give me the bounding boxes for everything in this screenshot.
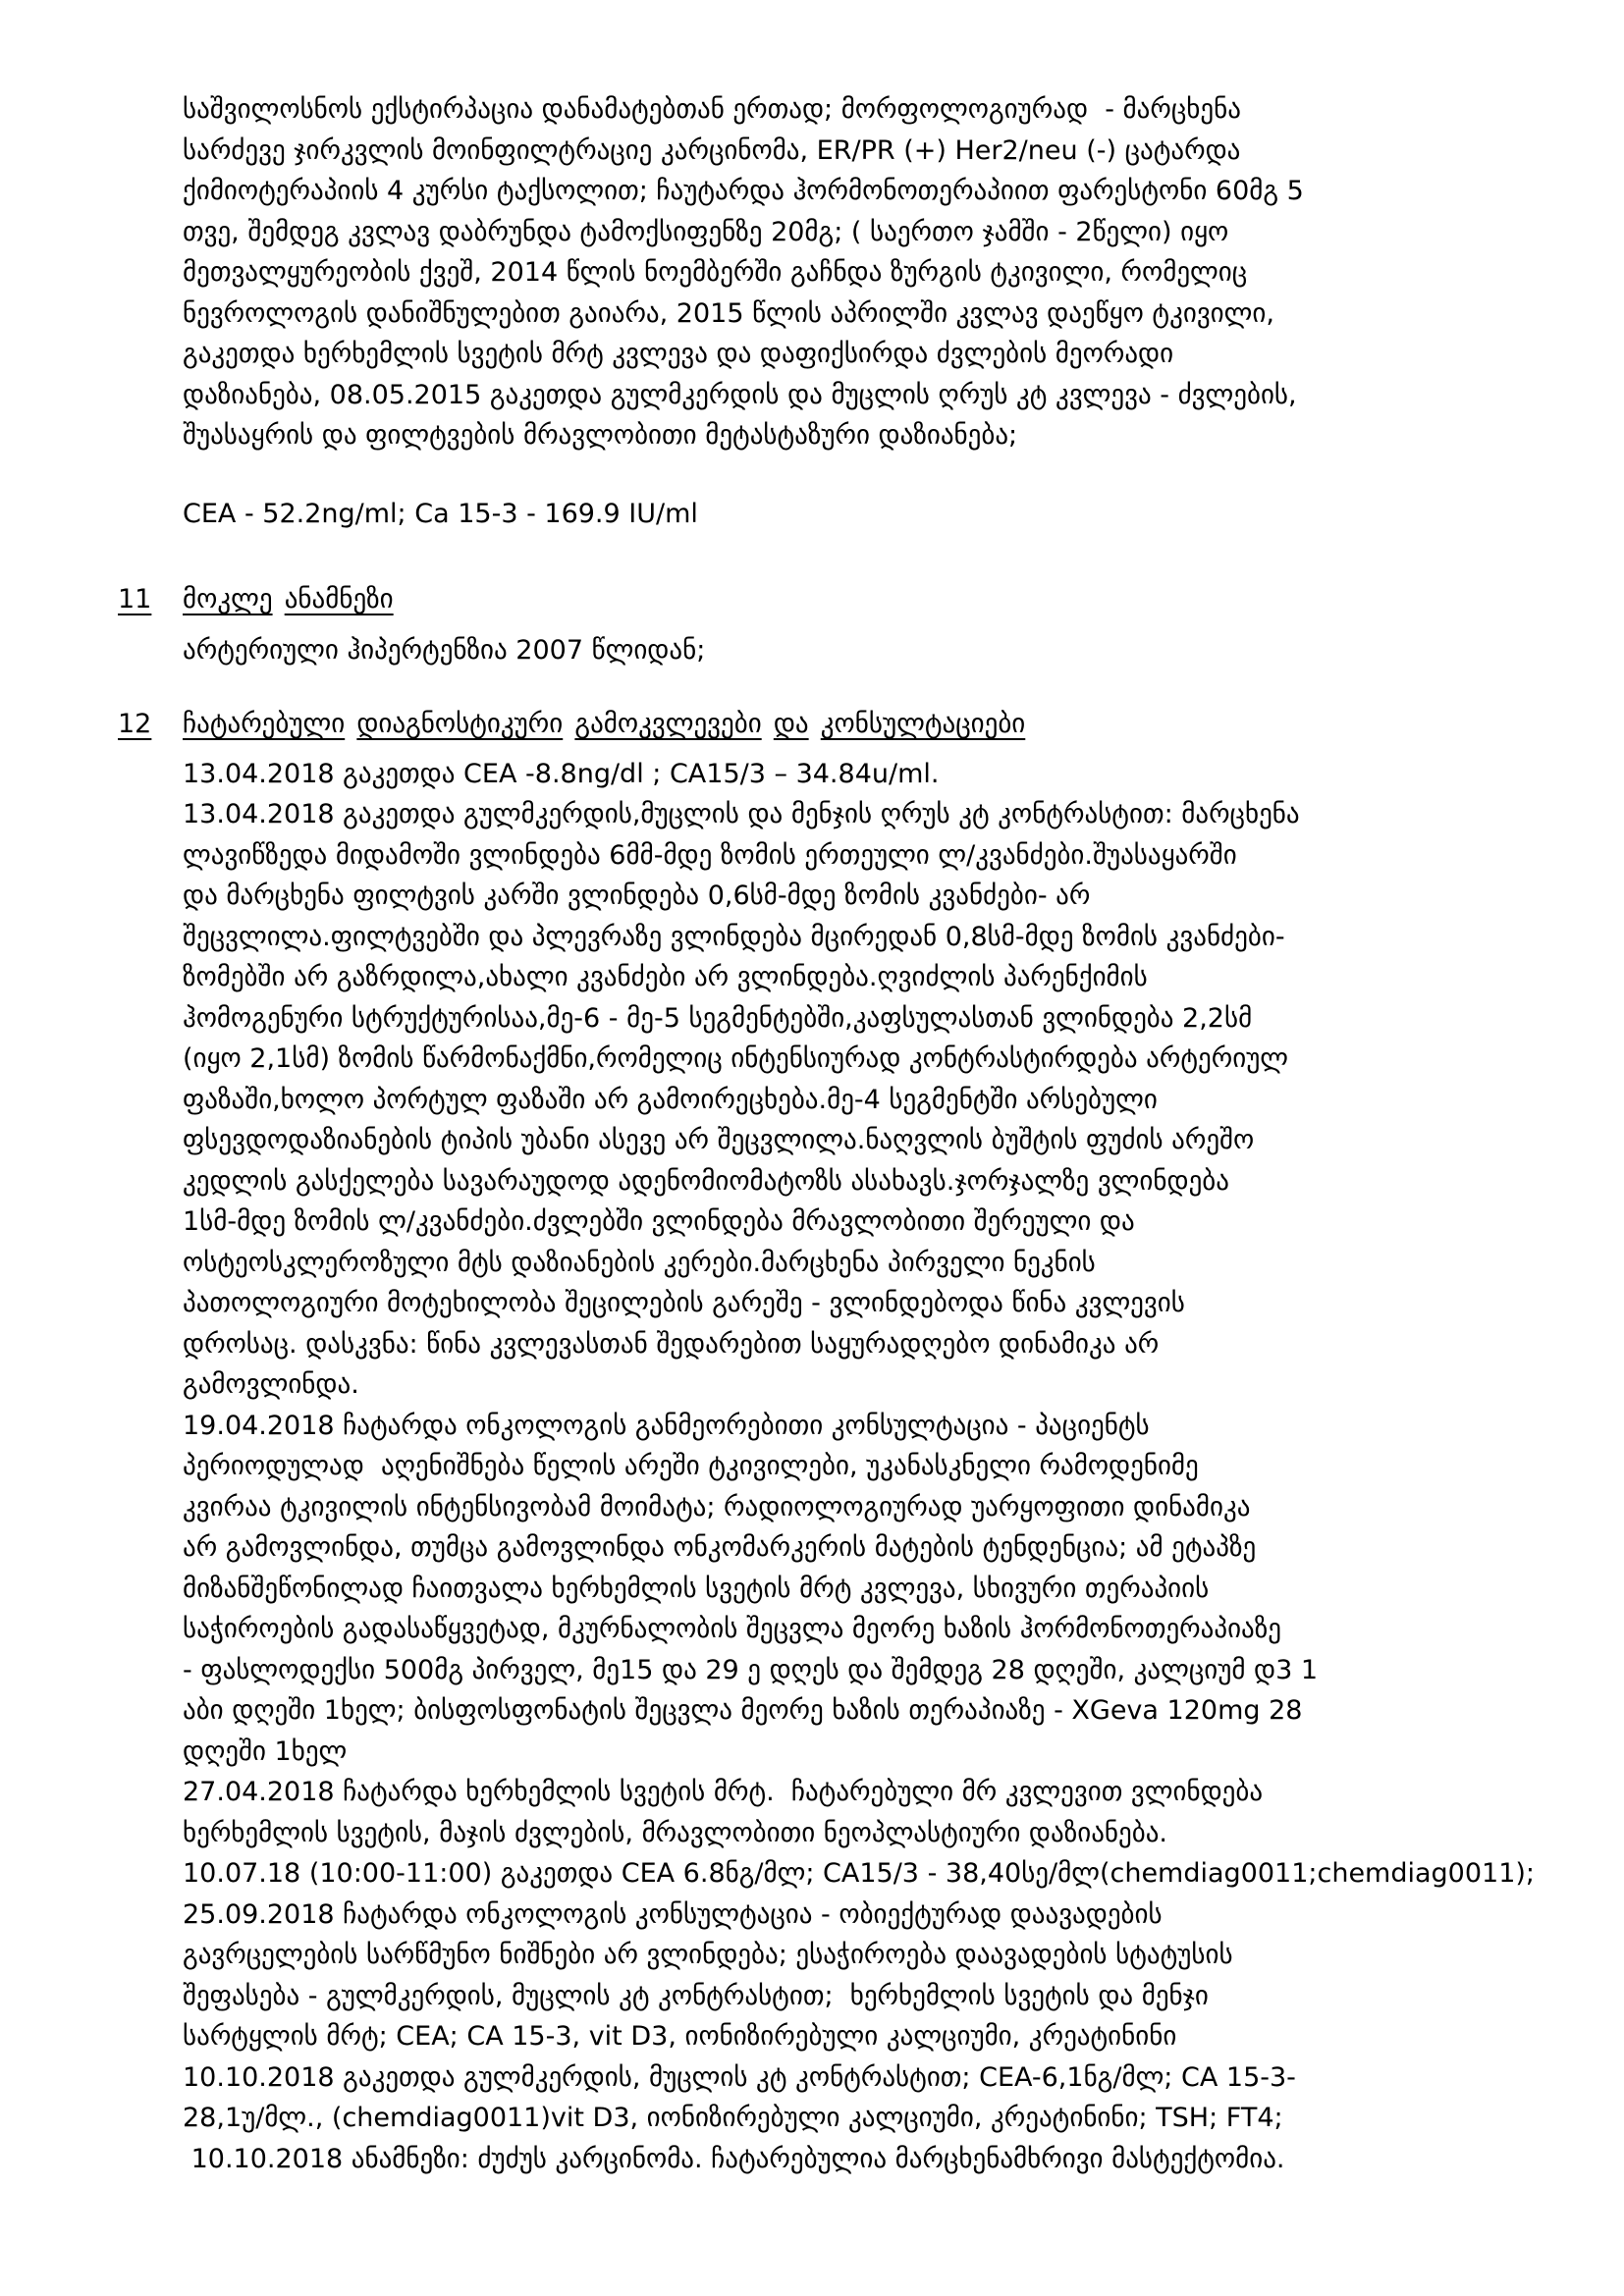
body-line: არტერიული ჰიპერტენზია 2007 წლიდან; (183, 634, 706, 666)
document-content (118, 89, 1538, 2179)
body-line: (იყო 2,1სმ) ზომის წარმონაქმნი,რომელიც ინტენსიურად კონტრასტირდება არტერიულ (183, 1043, 1289, 1074)
section-number: 11 (118, 584, 152, 614)
body-line: შეცვლილა.ფილტვებში და პლევრაზე ვლინდება მცირედან 0,8სმ-მდე ზომის კვანძები- (183, 921, 1285, 952)
text-line: თვე, შემდეგ კვლავ დაბრუნდა ტამოქსიფენზე 20მგ; ( საერთო ჯამში - 2წელი) იყო (183, 216, 1229, 247)
body-line: 1სმ-მდე ზომის ლ/კვანძები.ძვლებში ვლინდება მრავლობითი შერეული და (183, 1206, 1135, 1237)
text-line: დაზიანება, 08.05.2015 გაკეთდა გულმკერდის და მუცლის ღრუს კტ კვლევა - ძვლების, (183, 379, 1297, 410)
text-line: მეთვალყურეობის ქვეშ, 2014 წლის ნოემბერში გაჩნდა ზურგის ტკივილი, რომელიც (183, 257, 1248, 288)
labs-summary-line: CEA - 52.2ng/ml; Ca 15-3 - 169.9 IU/ml (183, 498, 698, 529)
body-line: გავრცელების სარწმუნო ნიშნები არ ვლინდება; ესაჭიროება დაავადების სტატუსის (183, 1940, 1233, 1970)
body-line: მიზანშეწონილად ჩაითვალა ხერხემლის სვეტის მრტ კვლევა, სხივური თერაპიის (183, 1573, 1210, 1604)
text-line: ნევროლოგის დანიშნულებით გაიარა, 2015 წლის აპრილში კვლავ დაეწყო ტკივილი, (183, 297, 1274, 329)
section-title-word: დიაგნოსტიკური (356, 709, 564, 739)
body-line: 10.07.18 (10:00-11:00) გაკეთდა CEA 6.8ნგ/მლ; CA15/3 - 38,40სე/მლ(chemdiag0011;chemdiag0011); (183, 1858, 1536, 1889)
body-line: 28,1უ/მლ., (chemdiag0011)vit D3, იონიზირებული კალციუმი, კრეატინინი; TSH; FT4; (183, 2103, 1283, 2133)
body-line: ჰომოგენური სტრუქტურისაა,მე-6 - მე-5 სეგმენტებში,კაფსულასთან ვლინდება 2,2სმ (183, 1002, 1253, 1034)
body-line: დღეში 1ხელ (183, 1735, 348, 1767)
body-line: აბი დღეში 1ხელ; ბისფოსფონატის შეცვლა მეორე ხაზის თერაპიაზე - XGeva 120mg 28 (183, 1695, 1303, 1726)
body-line: 25.09.2018 ჩატარდა ონკოლოგის კონსულტაცია - ობიექტურად დაავადების (183, 1898, 1163, 1930)
section-body (183, 754, 1538, 2180)
body-line: ოსტეოსკლეროზული მტს დაზიანების კერები.მარცხენა პირველი ნეკნის (183, 1247, 1096, 1278)
section-title (183, 584, 394, 614)
body-line: 13.04.2018 გაკეთდა CEA -8.8ng/dl ; CA15/3 – 34.84u/ml. (183, 758, 940, 789)
section-heading (118, 579, 1538, 620)
body-line: საჭიროების გადასაწყვეტად, მკურნალობის შეცვლა მეორე ხაზის ჰორმონოთერაპიაზე (183, 1614, 1281, 1644)
body-line: გამოვლინდა. (183, 1369, 359, 1400)
section-title-word: ანამნეზი (284, 584, 394, 614)
body-line: 10.10.2018 გაკეთდა გულმკერდის, მუცლის კტ კონტრასტით; CEA-6,1ნგ/მლ; CA 15-3- (183, 2061, 1296, 2093)
body-line: სარტყლის მრტ; CEA; CA 15-3, vit D3, იონიზირებული კალციუმი, კრეატინინი (183, 2021, 1177, 2052)
section-title-word: კონსულტაციები (820, 709, 1026, 739)
body-line: არ გამოვლინდა, თუმცა გამოვლინდა ონკომარკერის მატების ტენდენცია; ამ ეტაპზე (183, 1532, 1257, 1563)
section-diagnostics-consultations (118, 704, 1538, 2179)
section-body (183, 630, 1538, 671)
intro-paragraph (183, 89, 1538, 456)
section-title-word: მოკლე (183, 584, 273, 614)
body-line: შეფასება - გულმკერდის, მუცლის კტ კონტრასტით; ხერხემლის სვეტის და მენჯი (183, 1980, 1209, 2011)
body-line: კვირაა ტკივილის ინტენსივობამ მოიმატა; რადიოლოგიურად უარყოფითი დინამიკა (183, 1491, 1251, 1522)
body-line: ფაზაში,ხოლო პორტულ ფაზაში არ გამოირეცხება.მე-4 სეგმენტში არსებული (183, 1084, 1158, 1115)
body-line: 13.04.2018 გაკეთდა გულმკერდის,მუცლის და მენჯის ღრუს კტ კონტრასტით: მარცხენა (183, 799, 1300, 829)
body-line: ხერხემლის სვეტის, მაჯის ძვლების, მრავლობითი ნეოპლასტიური დაზიანება. (183, 1817, 1167, 1848)
body-line: ზომებში არ გაზრდილა,ახალი კვანძები არ ვლინდება.ღვიძლის პარენქიმის (183, 962, 1148, 992)
text-line: საშვილოსნოს ექსტირპაცია დანამატებთან ერთად; მორფოლოგიურად - მარცხენა (183, 94, 1241, 125)
body-line: დროსაც. დასკვნა: წინა კვლევასთან შედარებით საყურადღებო დინამიკა არ (183, 1328, 1160, 1360)
section-number: 12 (118, 709, 152, 739)
body-line: ლავიწზედა მიდამოში ვლინდება 6მმ-მდე ზომის ერთეული ლ/კვანძები.შუასაყარში (183, 839, 1237, 871)
section-title-word: და (773, 709, 809, 739)
body-line: პათოლოგიური მოტეხილობა შეცილების გარეშე - ვლინდებოდა წინა კვლევის (183, 1288, 1185, 1318)
body-line: კედლის გასქელება სავარაუდოდ ადენომიომატოზს ასახავს.ჯორჯალზე ვლინდება (183, 1165, 1229, 1197)
text-line: სარძევე ჯირკვლის მოინფილტრაციე კარცინომა, ER/PR (+) Her2/neu (-) ცატარდა (183, 134, 1241, 166)
body-line: 27.04.2018 ჩატარდა ხერხემლის სვეტის მრტ. ჩატარებული მრ კვლევით ვლინდება (183, 1777, 1264, 1807)
section-title-word: ჩატარებული (183, 709, 346, 739)
body-line: და მარცხენა ფილტვის კარში ვლინდება 0,6სმ-მდე ზომის კვანძები- არ (183, 881, 1091, 911)
body-line: 19.04.2018 ჩატარდა ონკოლოგის განმეორებითი კონსულტაცია - პაციენტს (183, 1410, 1150, 1441)
body-line: - ფასლოდექსი 500მგ პირველ, მე15 და 29 ე დღეს და შემდეგ 28 დღეში, კალციუმ დ3 1 (183, 1654, 1319, 1685)
section-title-word: გამოკვლევები (574, 709, 762, 739)
section-short-anamnesis (118, 579, 1538, 670)
body-line: პერიოდულად აღენიშნება წელის არეში ტკივილები, უკანასკნელი რამოდენიმე (183, 1451, 1199, 1481)
text-line: შუასაყრის და ფილტვების მრავლობითი მეტასტაზური დაზიანება; (183, 420, 1018, 451)
section-heading (118, 704, 1538, 745)
text-line: ქიმიოტერაპიის 4 კურსი ტაქსოლით; ჩაუტარდა ჰორმონოთერაპიით ფარესტონი 60მგ 5 (183, 176, 1304, 206)
text-line: გაკეთდა ხერხემლის სვეტის მრტ კვლევა და დაფიქსირდა ძვლების მეორადი (183, 339, 1174, 369)
section-title (183, 709, 1025, 739)
body-line: 10.10.2018 ანამნეზი: ძუძუს კარცინომა. ჩატარებულია მარცხენამხრივი მასტექტომია. (183, 2143, 1285, 2174)
body-line: ფსევდოდაზიანების ტიპის უბანი ასევე არ შეცვლილა.ნაღვლის ბუშტის ფუძის არეშო (183, 1125, 1255, 1155)
